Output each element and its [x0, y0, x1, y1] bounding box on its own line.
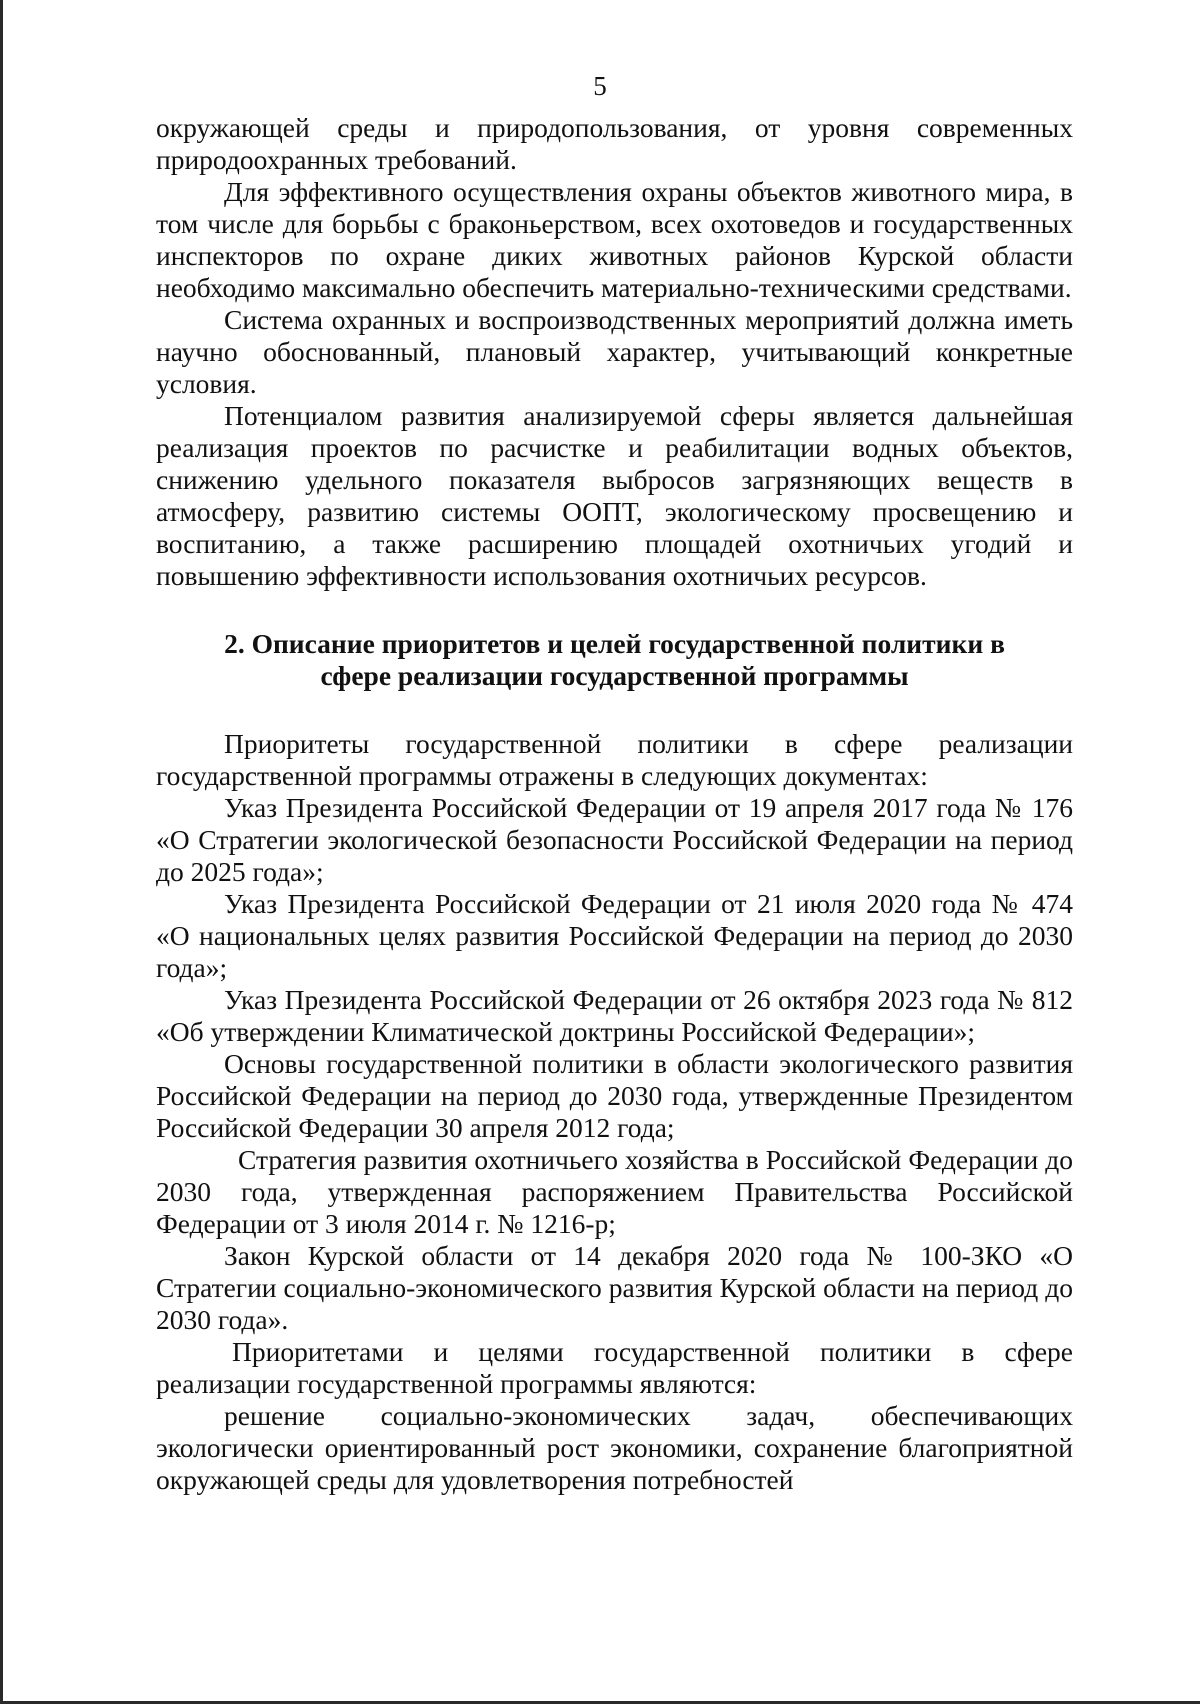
paragraph-decree-176: Указ Президента Российской Федерации от 19 апреля 2017 года № 176 «О Стратегии экологической безопасности Российской Федерации на период до 2025 года»;	[156, 792, 1073, 887]
paragraph-socioeconomic-tasks: решение социально-экономических задач, обеспечивающих экологически ориентированный рост экономики, сохранение благоприятной окружающей среды для удовлетворения потребностей	[156, 1400, 1073, 1495]
paragraph-wildlife-protection: Для эффективного осуществления охраны объектов животного мира, в том числе для борьбы с браконьерством, всех охотоведов и государственных инспекторов по охране диких животных районов Курской области необходимо максимально обеспечить материально-техническими средствами.	[156, 176, 1073, 303]
page-number: 5	[593, 71, 607, 101]
document-body	[156, 112, 1073, 1496]
paragraph-protection-system: Система охранных и воспроизводственных мероприятий должна иметь научно обоснованный, плановый характер, учитывающий конкретные условия.	[156, 304, 1073, 399]
paragraph-hunting-strategy: Стратегия развития охотничьего хозяйства в Российской Федерации до 2030 года, утвержденная распоряжением Правительства Российской Федерации от 3 июля 2014 г. № 1216-р;	[156, 1144, 1073, 1239]
section-heading-line-1: 2. Описание приоритетов и целей государственной политики в	[224, 628, 1005, 659]
paragraph-priorities-goals: Приоритетами и целями государственной политики в сфере реализации государственной программы являются:	[156, 1336, 1073, 1399]
paragraph-priorities-intro: Приоритеты государственной политики в сфере реализации государственной программы отражены в следующих документах:	[156, 728, 1073, 791]
paragraph-policy-foundations: Основы государственной политики в области экологического развития Российской Федерации на период до 2030 года, утвержденные Президентом Российской Федерации 30 апреля 2012 года;	[156, 1048, 1073, 1143]
section-heading	[156, 628, 1073, 692]
paragraph-kursk-law: Закон Курской области от 14 декабря 2020 года № 100-ЗКО «О Стратегии социально-экономического развития Курской области на период до 2030 года».	[156, 1240, 1073, 1335]
paragraph-continuation: окружающей среды и природопользования, от уровня современных природоохранных требований.	[156, 112, 1073, 175]
paragraph-decree-474: Указ Президента Российской Федерации от 21 июля 2020 года № 474 «О национальных целях развития Российской Федерации на период до 2030 года»;	[156, 888, 1073, 983]
scan-edge-left	[0, 0, 3, 1704]
paragraph-decree-812: Указ Президента Российской Федерации от 26 октября 2023 года № 812 «Об утверждении Климатической доктрины Российской Федерации»;	[156, 984, 1073, 1047]
paragraph-development-potential: Потенциалом развития анализируемой сферы является дальнейшая реализация проектов по расчистке и реабилитации водных объектов, снижению удельного показателя выбросов загрязняющих веществ в атмосферу, развитию системы ООПТ, экологическому просвещению и воспитанию, а также расширению площадей охотничьих угодий и повышению эффективности использования охотничьих ресурсов.	[156, 400, 1073, 591]
section-heading-line-2: сфере реализации государственной программы	[320, 660, 909, 691]
